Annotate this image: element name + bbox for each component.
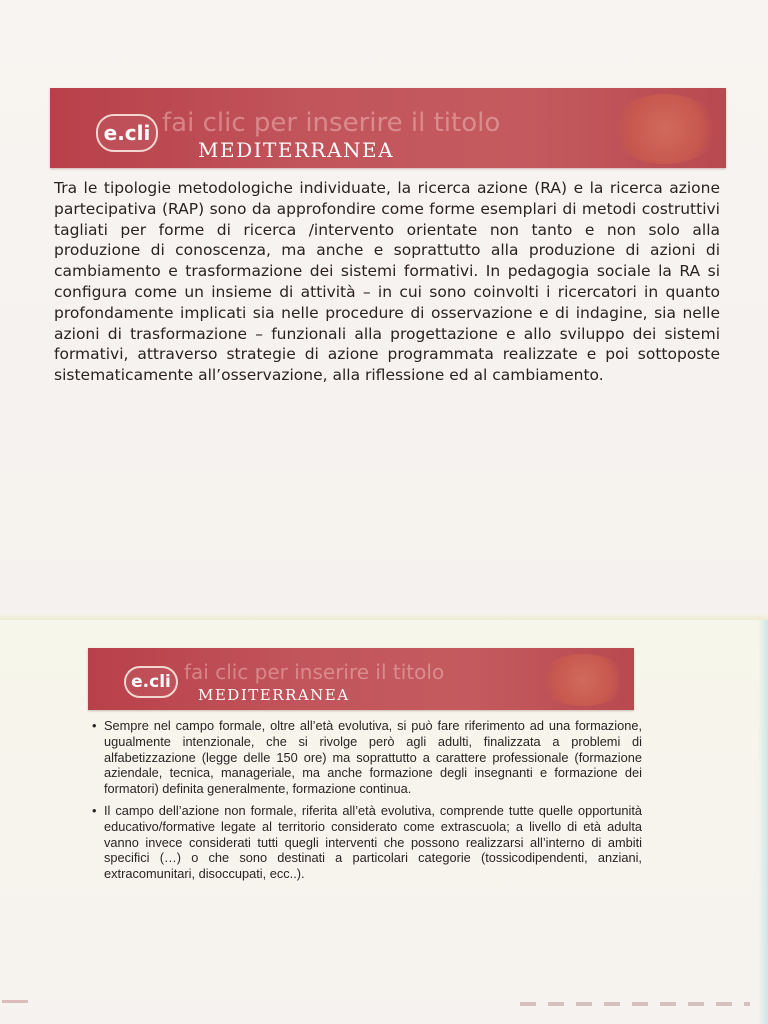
eclic-logo-icon: e.cli [124, 666, 178, 698]
banner-brand: MEDITERRANEA [198, 138, 395, 162]
eclic-logo-icon: e.cli [96, 114, 158, 152]
list-item-text: Sempre nel campo formale, oltre all’età evolutiva, si può fare riferimento ad una formazione, ugualmente intenzionale, che si rivolge però agli adulti, finalizzata a problemi di alfabetizzazione (legge delle 150 ore) ma soprattutto a carattere professionale (formazione aziendale, tecnica, manageriale, ma anche formazione degli insegnanti e formazione dei formatori) definita generalmente, formazione continua. [104, 718, 642, 797]
banner-title-placeholder: fai clic per inserire il titolo [162, 108, 501, 138]
bullet-icon: • [92, 802, 97, 818]
banner-brand: MEDITERRANEA [198, 686, 350, 704]
banner-decoration [538, 654, 628, 706]
list-item [92, 718, 642, 797]
slide-2 [0, 620, 768, 1024]
footer-artifact-left [2, 1000, 28, 1003]
slide-2-bullet-list [92, 718, 642, 888]
list-item-text: Il campo dell’azione non formale, riferita all’età evolutiva, comprende tutte quelle opportunità educativo/formative legate al territorio considerato come extrascuola; a livello di età adulta vanno invece considerati tutti quegli interventi che possono realizzarsi all’interno di ambiti specifici (…) o che sono destinati a particolari categorie (tossicodipendenti, anziani, extracomunitari, disoccupati, ecc..). [104, 802, 642, 882]
banner-title-placeholder: fai clic per inserire il titolo [184, 660, 445, 684]
slide-2-banner [88, 648, 634, 710]
banner-decoration [610, 94, 720, 164]
list-item [92, 803, 642, 882]
slide-1-body-text: Tra le tipologie metodologiche individuate, la ricerca azione (RA) e la ricerca azione partecipativa (RAP) sono da approfondire come forme esemplari di metodi costruttivi tagliati per forme di ricerca /intervento orientate non tanto e non solo alla produzione di conoscenza, ma anche e soprattutto alla produzione di azioni di cambiamento e trasformazione dei sistemi formativi. In pedagogia sociale la RA si configura come un insieme di attività – in cui sono coinvolti i ricercatori in quanto profondamente implicati sia nelle procedure di osservazione e di indagine, sia nelle azioni di trasformazione – funzionali alla progettazione e allo sviluppo dei sistemi formativi, attraverso strategie di azione programmata realizzate e poi sottoposte sistematicamente all’osservazione, alla riflessione ed al cambiamento. [54, 179, 720, 385]
bullet-icon: • [92, 718, 97, 733]
photo-edge-shade [758, 620, 768, 1024]
footer-artifact [520, 1002, 750, 1006]
slide-1-banner [50, 88, 726, 168]
